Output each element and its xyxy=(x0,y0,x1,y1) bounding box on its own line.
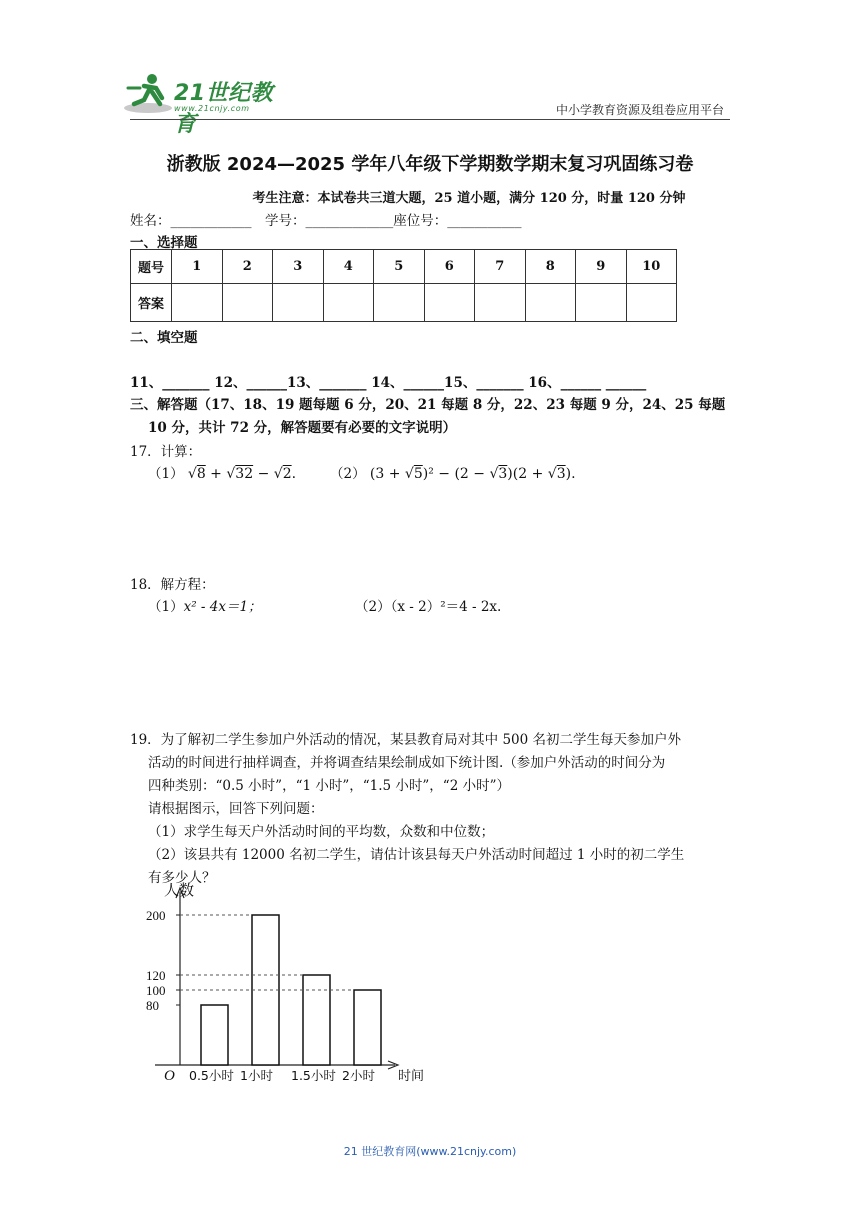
answer-cell[interactable] xyxy=(626,284,677,322)
answer-cell[interactable] xyxy=(374,284,425,322)
q18-part1 xyxy=(148,595,262,615)
student-info-line: 姓名：____________ 学号：_____________座位号：___________ xyxy=(130,213,522,229)
runner-logo-icon xyxy=(122,70,174,118)
q17-part2 xyxy=(330,462,576,482)
origin-label: O xyxy=(164,1068,175,1084)
x-tick-label: 2小时 xyxy=(342,1068,375,1083)
x-tick-label: 1小时 xyxy=(240,1068,273,1083)
question-number-cell: 10 xyxy=(626,250,677,284)
answer-cell[interactable] xyxy=(525,284,576,322)
q17-part2-expr: (3 + √5)² − (2 − √3)(2 + √3). xyxy=(369,466,576,482)
q17-part1 xyxy=(148,462,296,482)
q18-label: 18．解方程： xyxy=(130,577,215,593)
question-number-cell: 9 xyxy=(576,250,627,284)
question-number-cell: 8 xyxy=(525,250,576,284)
section-answer-heading: 三、解答题（17、18、19 题每题 6 分，20、21 每题 8 分，22、23 每题 9 分，24、25 每题 xyxy=(130,397,726,413)
q18-part2-eq: （x - 2）²＝4 - 2x. xyxy=(390,599,502,615)
table-header-cell: 题号 xyxy=(131,250,172,284)
x-tick-label: 0.5小时 xyxy=(189,1068,234,1083)
table-row xyxy=(131,250,677,284)
page-title: 浙教版 2024—2025 学年八年级下学期数学期末复习巩固练习卷 xyxy=(166,154,694,175)
answer-cell[interactable] xyxy=(222,284,273,322)
exam-notice: 考生注意：本试卷共三道大题，25 道小题，满分 120 分，时量 120 分钟 xyxy=(252,191,686,206)
table-header-cell: 答案 xyxy=(131,284,172,322)
bar xyxy=(303,975,330,1065)
bar xyxy=(354,990,381,1065)
q19-line7: 有多少人？ xyxy=(148,870,216,886)
bar xyxy=(201,1005,228,1065)
question-number-cell: 4 xyxy=(323,250,374,284)
q17-label: 17．计算： xyxy=(130,444,202,460)
footer-link[interactable]: 21 世纪教育网(www.21cnjy.com) xyxy=(343,1145,517,1158)
answer-cell[interactable] xyxy=(424,284,475,322)
q18-part2-tag: （2） xyxy=(355,599,391,615)
answer-cell[interactable] xyxy=(172,284,223,322)
y-tick-label: 100 xyxy=(146,983,166,998)
q19-line3: 四种类别：“0.5 小时”，“1 小时”，“1.5 小时”，“2 小时”） xyxy=(148,778,510,794)
fill-blank-line: 11、_______ 12、______13、_______ 14、______15、_______ 16、______ ______ xyxy=(130,375,647,391)
question-number-cell: 6 xyxy=(424,250,475,284)
q17-part2-tag: （2） xyxy=(330,466,366,482)
y-axis-label: 人数 xyxy=(164,881,195,899)
q17-part1-tag: （1） xyxy=(148,466,184,482)
answer-cell[interactable] xyxy=(273,284,324,322)
section-fill-heading: 二、填空题 xyxy=(130,330,198,346)
question-number-cell: 2 xyxy=(222,250,273,284)
x-tick-label: 1.5小时 xyxy=(291,1068,336,1083)
logo-url: www.21cnjy.com xyxy=(174,104,250,113)
y-tick-label: 120 xyxy=(146,968,166,983)
header-tagline: 中小学教育资源及组卷应用平台 xyxy=(555,103,724,117)
question-number-cell: 1 xyxy=(172,250,223,284)
answer-table xyxy=(130,249,677,322)
question-number-cell: 5 xyxy=(374,250,425,284)
answer-cell[interactable] xyxy=(576,284,627,322)
y-tick-label: 80 xyxy=(146,998,159,1013)
header-divider xyxy=(130,119,730,120)
q18-part1-tag: （1） xyxy=(148,599,184,615)
q19-line6: （2）该县共有 12000 名初二学生，请估计该县每天户外活动时间超过 1 小时的初二学生 xyxy=(148,847,685,863)
q19-line1: 19．为了解初二学生参加户外活动的情况，某县教育局对其中 500 名初二学生每天参加户外 xyxy=(130,732,682,748)
q19-line4: 请根据图示，回答下列问题： xyxy=(148,801,324,817)
table-row xyxy=(131,284,677,322)
q18-part1-eq: x² - 4x＝1； xyxy=(183,599,262,615)
section-choice-heading: 一、选择题 xyxy=(130,235,198,251)
answer-cell[interactable] xyxy=(323,284,374,322)
q19-line5: （1）求学生每天户外活动时间的平均数，众数和中位数； xyxy=(148,824,495,840)
x-axis-label: 时间 xyxy=(398,1069,425,1084)
q19-line2: 活动的时间进行抽样调查，并将调查结果绘制成如下统计图.（参加户外活动的时间分为 xyxy=(148,755,666,771)
logo-text: 21世纪教育 xyxy=(174,81,274,137)
q18-part2 xyxy=(355,595,501,615)
activity-bar-chart xyxy=(140,880,450,1095)
site-logo xyxy=(122,70,292,137)
q17-part1-expr: √8 + √32 − √2. xyxy=(187,466,297,482)
question-number-cell: 3 xyxy=(273,250,324,284)
question-number-cell: 7 xyxy=(475,250,526,284)
section-answer-heading-cont: 10 分，共计 72 分，解答题要有必要的文字说明） xyxy=(148,420,457,436)
answer-cell[interactable] xyxy=(475,284,526,322)
y-tick-label: 200 xyxy=(146,908,166,923)
